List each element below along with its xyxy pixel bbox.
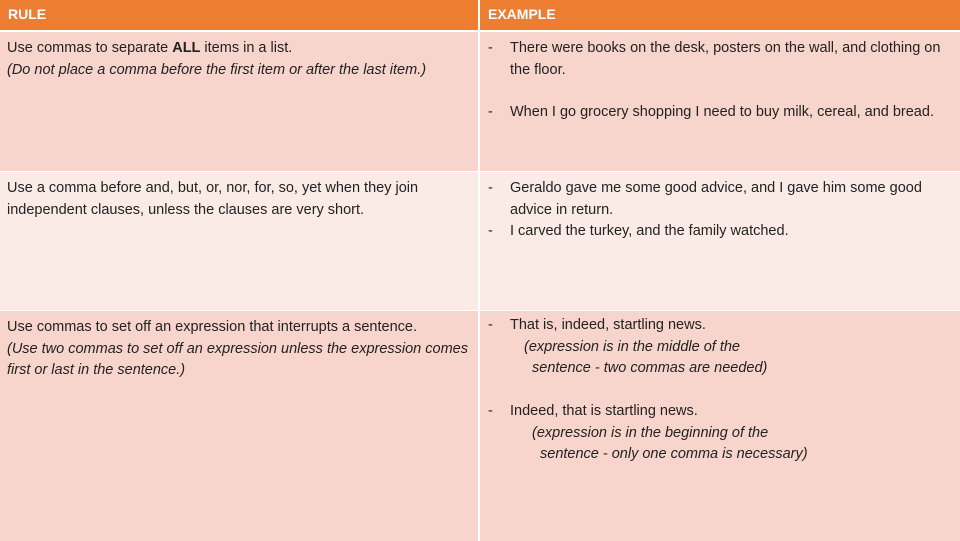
table-row	[0, 31, 960, 171]
rule-note: (Do not place a comma before the first item or after the last item.)	[7, 61, 427, 78]
example-dash: -	[488, 104, 493, 120]
example-text: Indeed, that is startling news.	[510, 403, 698, 419]
example-text: That is, indeed, startling news.	[510, 317, 706, 333]
example-block	[510, 315, 952, 380]
rule-cell	[0, 311, 480, 541]
table-header-row	[0, 0, 960, 30]
rule-cell	[0, 32, 480, 171]
rule-note: (Use two commas to set off an expression unless the expression comes first or last in the sentence.)	[7, 340, 468, 378]
table-row	[0, 171, 960, 310]
rule-text-suffix: items in a list.	[200, 40, 293, 56]
example-note: sentence - two commas are needed)	[532, 360, 768, 376]
example-note: sentence - only one comma is necessary)	[540, 446, 808, 462]
example-dash: -	[488, 180, 493, 196]
rule-text: Use commas to separate	[7, 40, 173, 56]
example-dash: -	[488, 317, 493, 333]
rule-text: Use a comma before and, but, or, nor, for, so, yet when they join independent clauses, unless the clauses are very short.	[7, 180, 419, 218]
rule-text: Use commas to set off an expression that interrupts a sentence.	[7, 319, 417, 335]
example-cell	[480, 32, 960, 171]
example-dash: -	[488, 223, 493, 239]
example-block	[510, 401, 952, 466]
example-cell	[480, 311, 960, 541]
example-text: Geraldo gave me some good advice, and I gave him some good advice in return.	[510, 180, 922, 218]
header-rule: RULE	[0, 0, 480, 30]
example-text: I carved the turkey, and the family watched.	[510, 223, 789, 239]
example-text: There were books on the desk, posters on the wall, and clothing on the floor.	[510, 40, 941, 78]
table-row	[0, 310, 960, 541]
example-note: (expression is in the middle of the	[524, 338, 740, 355]
example-dash: -	[488, 40, 493, 56]
example-dash: -	[488, 403, 493, 419]
example-text: When I go grocery shopping I need to buy milk, cereal, and bread.	[510, 104, 934, 120]
rule-cell	[0, 172, 480, 310]
example-note: (expression is in the beginning of the	[532, 424, 769, 441]
header-example: EXAMPLE	[488, 6, 556, 22]
example-cell	[480, 172, 960, 310]
rule-emphasis: ALL	[172, 40, 201, 56]
